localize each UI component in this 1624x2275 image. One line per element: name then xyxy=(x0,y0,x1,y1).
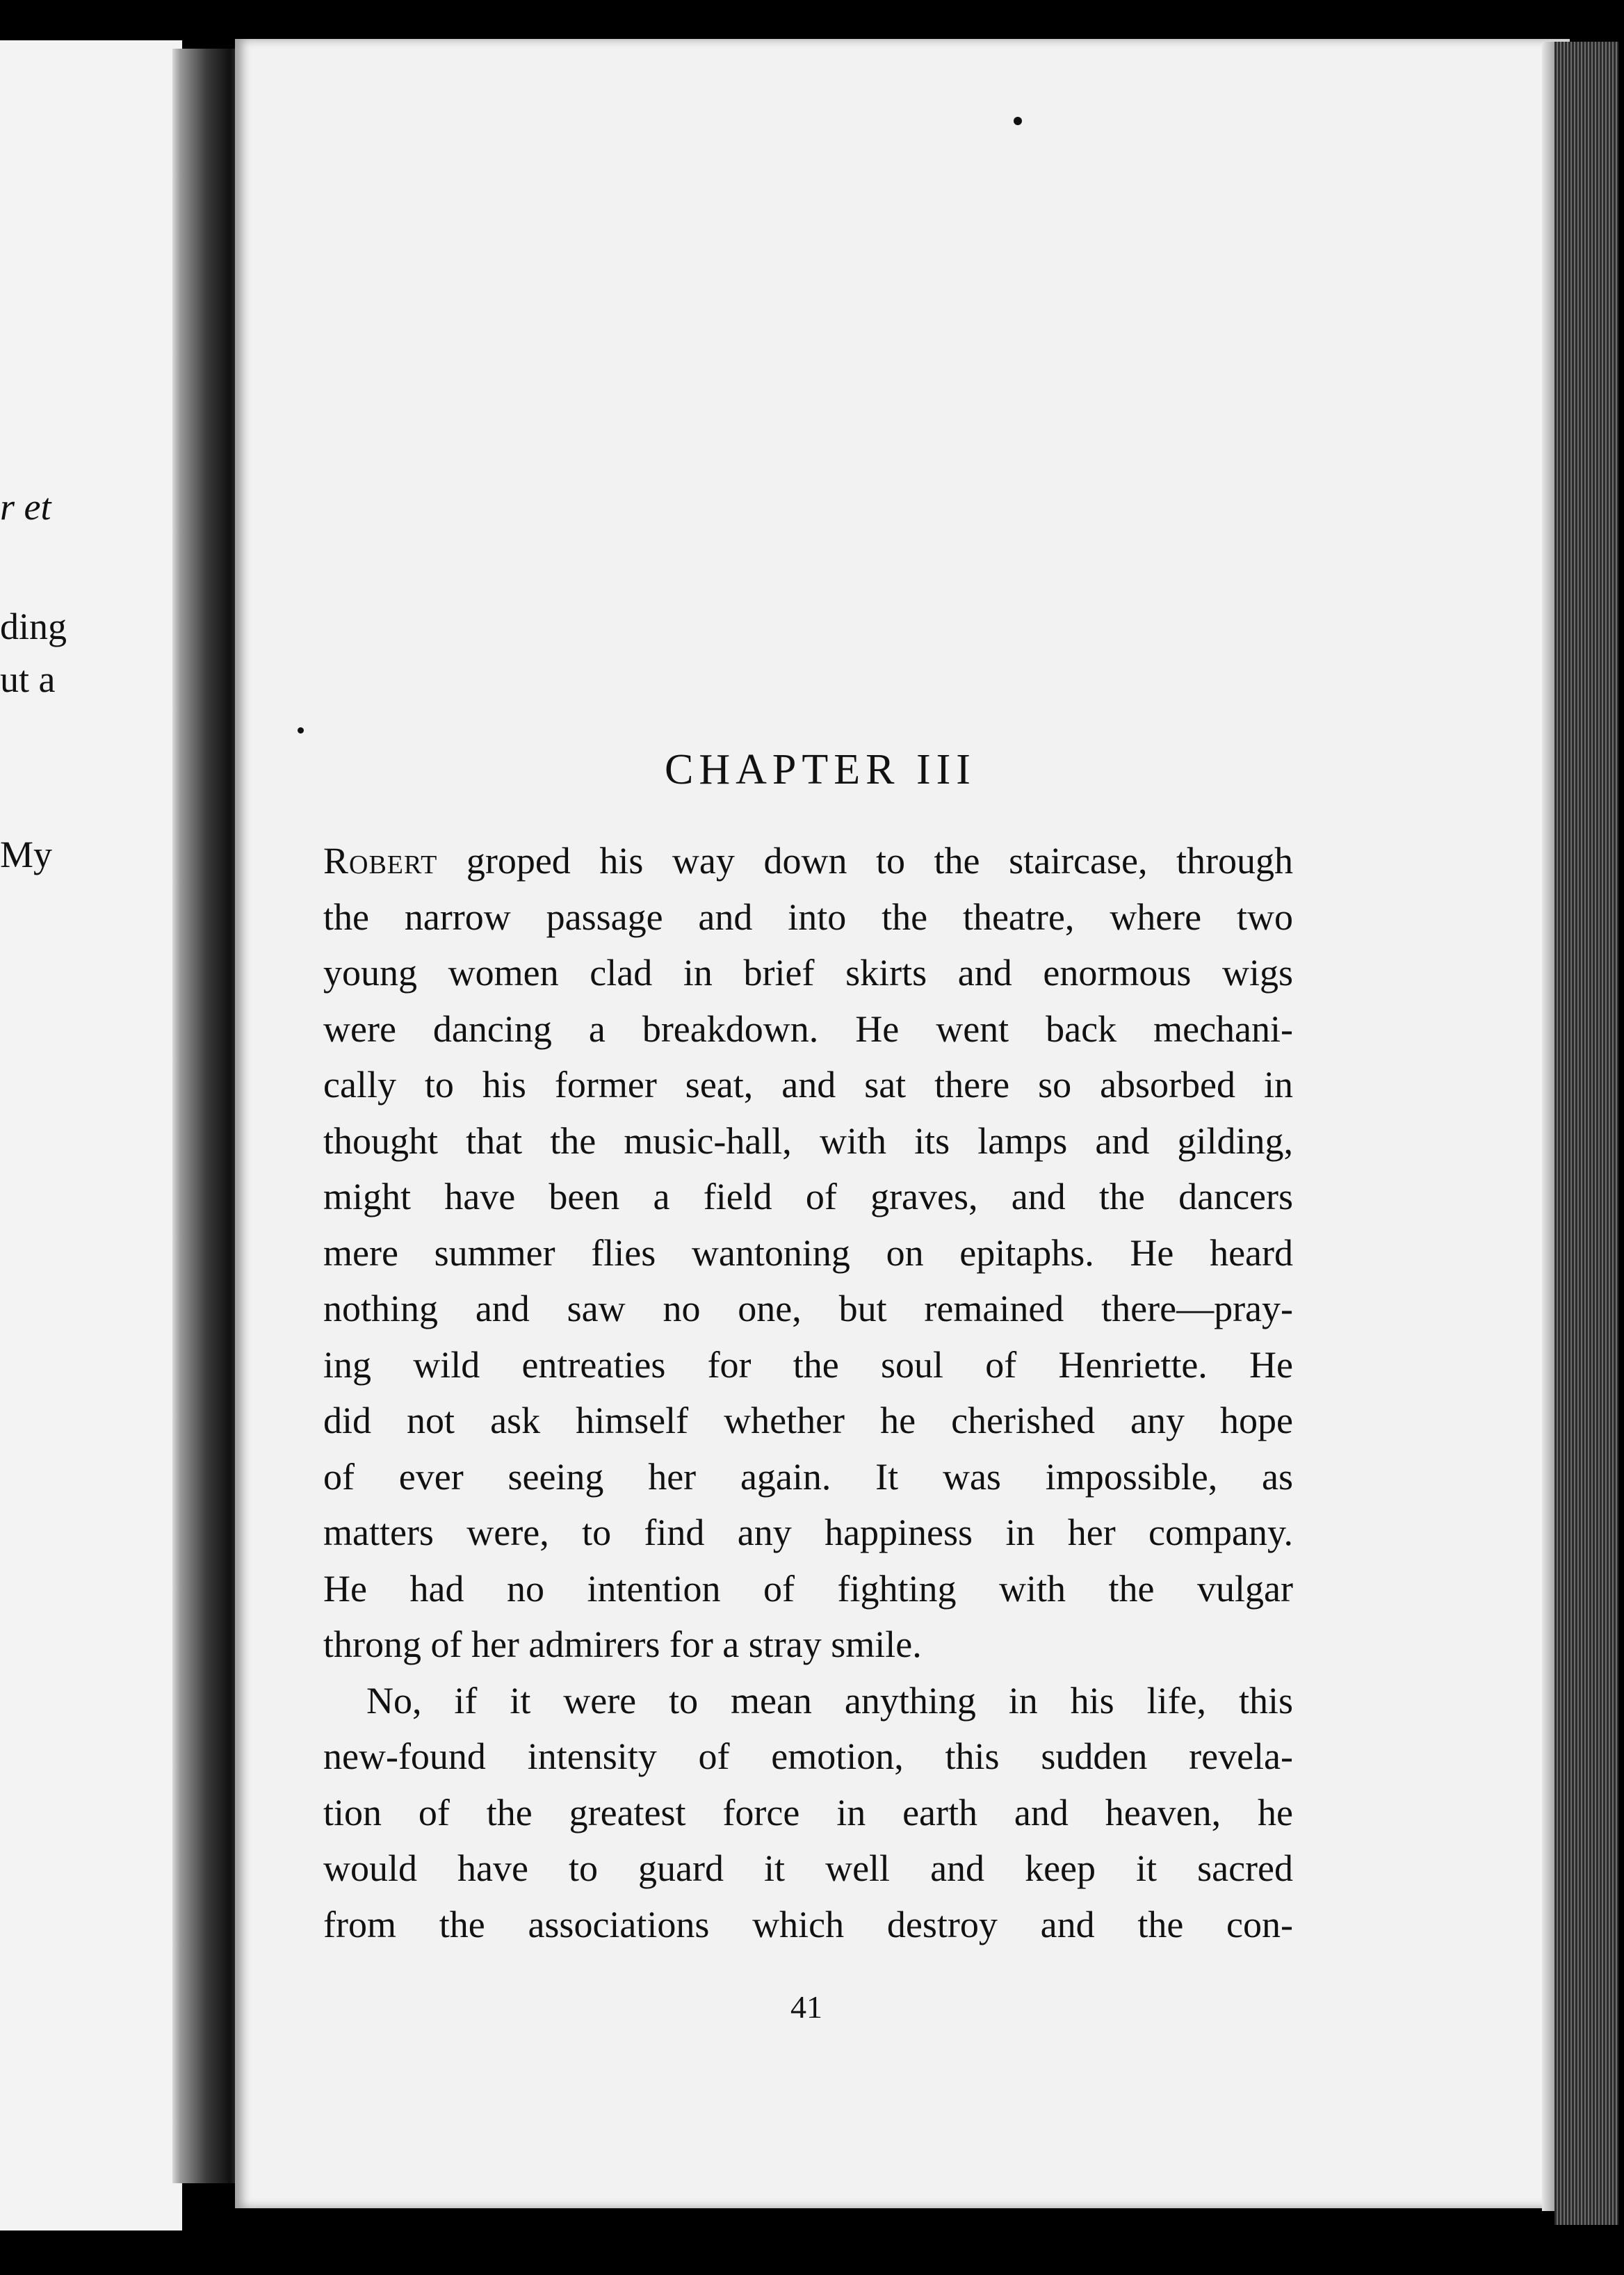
text-line: of ever seeing her again. It was impossible, as xyxy=(323,1455,1293,1498)
text-line: young women clad in brief skirts and enormous wigs xyxy=(323,952,1293,994)
text-line: He had no intention of fighting with the vulgar xyxy=(323,1567,1293,1610)
text-line: tion of the greatest force in earth and heaven, he xyxy=(323,1791,1293,1833)
text-line: would have to guard it well and keep it sacred xyxy=(323,1847,1293,1889)
text-line: throng of her admirers for a stray smile. xyxy=(323,1624,922,1665)
page-edges xyxy=(1554,42,1618,2225)
body-text xyxy=(323,833,1293,1952)
text-line: were dancing a breakdown. He went back mechani- xyxy=(323,1007,1293,1050)
facing-page xyxy=(0,40,182,2231)
text-line: ing wild entreaties for the soul of Henriette. He xyxy=(323,1343,1293,1386)
first-line-rest: groped his way down to the staircase, through xyxy=(466,840,1294,882)
text-line: might have been a field of graves, and the dancers xyxy=(323,1176,1293,1217)
facing-page-fragment: ding xyxy=(0,606,67,647)
facing-page-fragment: My xyxy=(0,834,53,875)
text-line: matters were, to find any happiness in her company. xyxy=(323,1512,1293,1553)
ink-speck xyxy=(298,727,304,734)
lead-word: Robert xyxy=(323,840,438,882)
text-line: from the associations which destroy and the con- xyxy=(323,1903,1293,1945)
text-line: did not ask himself whether he cherished any hope xyxy=(323,1400,1293,1441)
chapter-heading: CHAPTER III xyxy=(665,746,976,793)
text-line: No, if it were to mean anything in his life, this xyxy=(366,1679,1293,1722)
text-line: thought that the music-hall, with its lamps and gilding, xyxy=(323,1119,1293,1162)
text-line: new-found intensity of emotion, this sudden revela- xyxy=(323,1735,1293,1777)
text-line: cally to his former seat, and sat there so absorbed in xyxy=(323,1064,1293,1106)
ink-speck xyxy=(1014,117,1022,125)
facing-page-fragment: r et xyxy=(0,486,51,528)
page-number: 41 xyxy=(790,1989,822,2025)
facing-page-fragment: ut a xyxy=(0,658,56,700)
text-line: mere summer flies wantoning on epitaphs. He heard xyxy=(323,1231,1293,1274)
text-line xyxy=(323,833,1293,889)
text-line: the narrow passage and into the theatre, where two xyxy=(323,896,1293,938)
text-line: nothing and saw no one, but remained there—pray- xyxy=(323,1288,1293,1329)
